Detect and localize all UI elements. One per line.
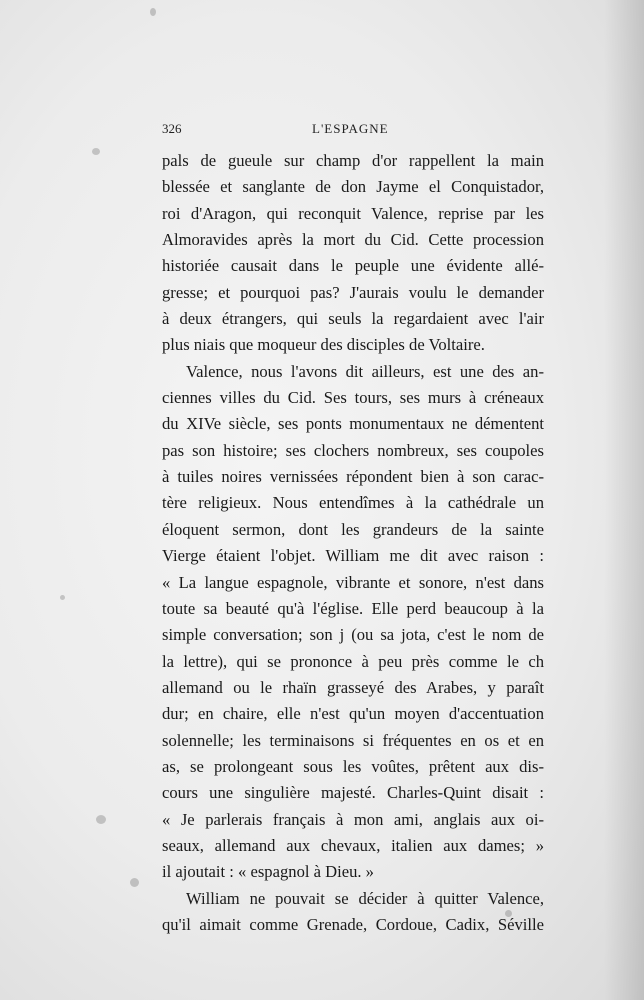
paper-speck bbox=[130, 878, 139, 887]
text-line: William ne pouvait se décider à quitter Valence, bbox=[186, 888, 544, 908]
text-line: as, se prolongeant sous les voûtes, prêtent aux dis- bbox=[162, 756, 544, 776]
body-text bbox=[162, 148, 544, 938]
text-line: historiée causait dans le peuple une évidente allé- bbox=[162, 256, 544, 276]
text-line: Almoravides après la mort du Cid. Cette procession bbox=[162, 230, 544, 250]
text-line: Valence, nous l'avons dit ailleurs, est une des an- bbox=[186, 361, 544, 381]
text-line: éloquent sermon, dont les grandeurs de la sainte bbox=[162, 519, 544, 539]
text-line: allemand ou le rhaïn grasseyé des Arabes, y paraît bbox=[162, 677, 544, 697]
text-line: à deux étrangers, qui seuls la regardaient avec l'air bbox=[162, 309, 544, 329]
text-line: toute sa beauté qu'à l'église. Elle perd beaucoup à la bbox=[162, 598, 544, 618]
text-line: « La langue espagnole, vibrante et sonore, n'est dans bbox=[162, 572, 544, 592]
text-line: « Je parlerais français à mon ami, anglais aux oi- bbox=[162, 809, 544, 829]
text-line: blessée et sanglante de don Jayme el Conquistador, bbox=[162, 177, 544, 197]
text-line: qu'il aimait comme Grenade, Cordoue, Cadix, Séville bbox=[162, 914, 544, 934]
paper-speck bbox=[92, 148, 100, 155]
page-number: 326 bbox=[162, 121, 182, 136]
text-line: solennelle; les terminaisons si fréquentes en os et en bbox=[162, 730, 544, 750]
text-line: roi d'Aragon, qui reconquit Valence, reprise par les bbox=[162, 203, 544, 223]
paper-speck bbox=[150, 8, 156, 16]
text-line: il ajoutait : « espagnol à Dieu. » bbox=[162, 862, 374, 882]
text-line: cours une singulière majesté. Charles-Quint disait : bbox=[162, 783, 544, 803]
text-line: tère religieux. Nous entendîmes à la cathédrale un bbox=[162, 493, 544, 513]
text-line: simple conversation; son j (ou sa jota, c'est le nom de bbox=[162, 625, 544, 645]
text-line: la lettre), qui se prononce à peu près comme le ch bbox=[162, 651, 544, 671]
text-line: ciennes villes du Cid. Ses tours, ses murs à créneaux bbox=[162, 388, 544, 408]
text-line: pals de gueule sur champ d'or rappellent la main bbox=[162, 151, 544, 170]
text-line: pas son histoire; ses clochers nombreux, ses coupoles bbox=[162, 440, 544, 460]
text-line: plus niais que moqueur des disciples de Voltaire. bbox=[162, 335, 485, 355]
text-line: à tuiles noires vernissées répondent bien à son carac- bbox=[162, 467, 544, 487]
text-line: du XIVe siècle, ses ponts monumentaux ne démentent bbox=[162, 414, 544, 434]
page-edge-shadow bbox=[604, 0, 644, 1000]
text-line: gresse; et pourquoi pas? J'aurais voulu le demander bbox=[162, 282, 544, 302]
text-line: dur; en chaire, elle n'est qu'un moyen d'accentuation bbox=[162, 704, 544, 724]
text-line: Vierge étaient l'objet. William me dit avec raison : bbox=[162, 546, 544, 566]
text-line: seaux, allemand aux chevaux, italien aux dames; » bbox=[162, 835, 544, 855]
paper-speck bbox=[60, 595, 65, 600]
running-title: L'ESPAGNE bbox=[312, 121, 389, 136]
paper-speck bbox=[96, 815, 106, 824]
